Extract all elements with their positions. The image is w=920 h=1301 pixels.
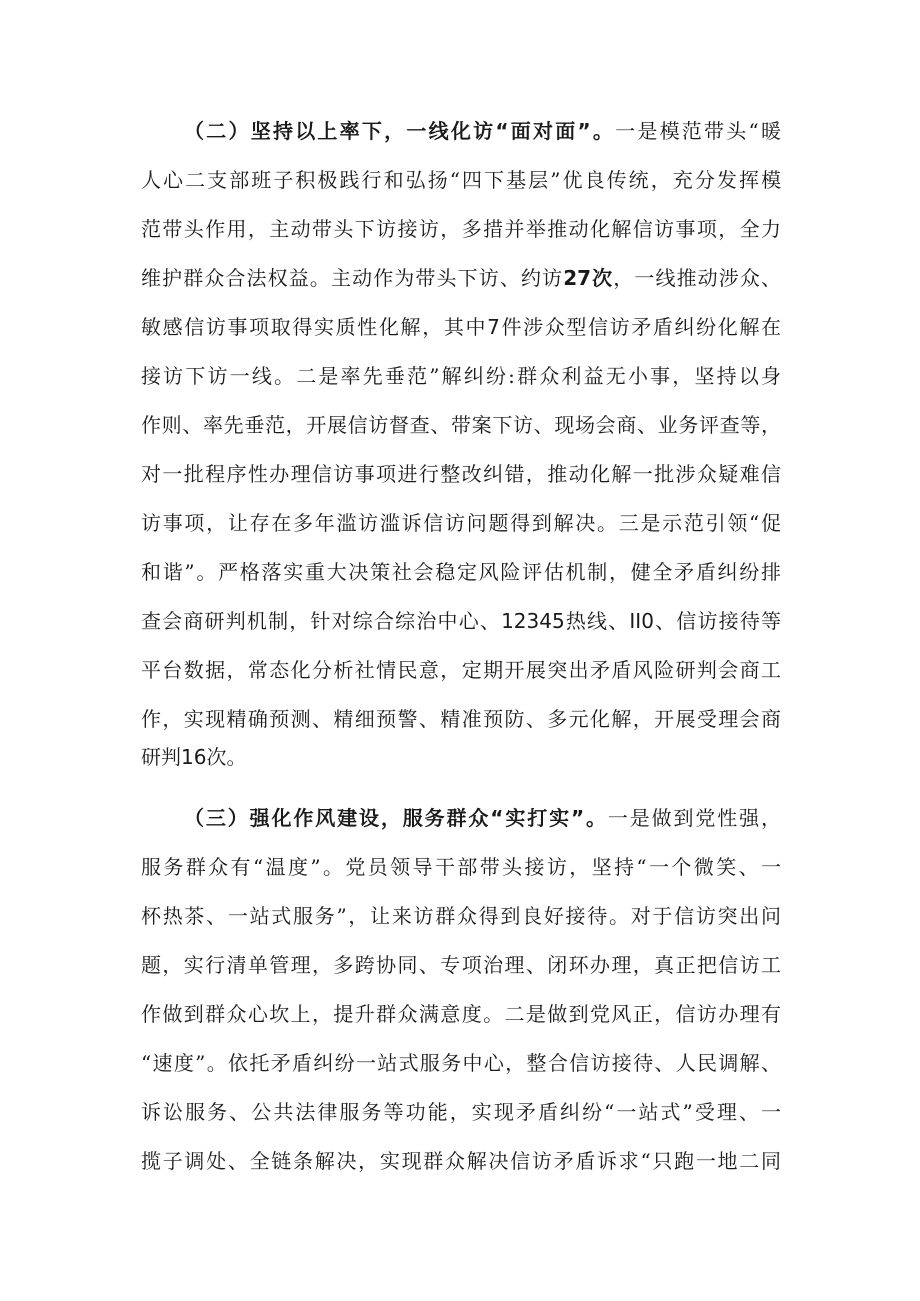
section-2-text: 敏感信访事项取得实质性化解，其中 [141,315,488,339]
section-3-text: 杯热茶、一站式服务”，让来访群众得到良好接待。对于信访突出问 [141,904,781,928]
section-2-text: 人心二支部班子积极践行和弘扬“四下基层”优良传统，充分发挥模 [141,168,781,192]
section-2-text: 件涉众型信访矛盾纠纷化解在 [499,315,782,339]
section-2-text: 维护群众合法权益。主动作为带头下访、约访 [141,266,564,290]
section-2-line-9 [141,499,781,547]
section-3-text: 服务群众有“温度”。党员领导干部带头接访，坚持“一个微笑、一 [141,855,781,879]
section-2-text: 平台数据，常态化分析社情民意，定期开展突出矛盾风险研判会商工 [141,658,781,682]
section-3-text: 诉讼服务、公共法律服务等功能，实现矛盾纠纷“一站式”受理、一 [141,1100,781,1124]
section-2-line-8 [141,450,781,498]
section-3-text: 一是做到党性强， [607,806,782,830]
section-2-count: 7 [487,315,500,339]
section-3-text: “速度”。依托矛盾纠纷一站式服务中心，整合信访接待、人民调解、 [141,1051,781,1075]
section-2-text: 研判 [141,745,181,769]
section-2-line-7 [141,401,781,449]
section-2-line-3 [141,205,781,253]
section-2-text: ，一线推动涉众、 [613,266,782,290]
section-2-line-5 [141,303,781,351]
section-2-text: 热线、 [564,609,630,633]
section-2-text: 一是模范带头“暖 [615,119,781,143]
section-2-line-10 [141,548,781,596]
section-2-code: II0 [629,609,654,633]
section-2-line-4 [141,254,781,302]
section-3-text: 揽子调处、全链条解决，实现群众解决信访矛盾诉求“只跑一地二同 [141,1149,781,1173]
section-2-text: 对一批程序性办理信访事项进行整改纠错，推动化解一批涉众疑难信 [141,462,781,486]
section-3-line-1 [184,794,781,842]
section-3-heading: （三）强化作风建设，服务群众“实打实”。 [184,806,608,830]
section-2-text: 作则、率先垂范，开展信访督查、带案下访、现场会商、业务评查等， [141,413,781,437]
section-2-text: 范带头作用，主动带头下访接访，多措并举推动化解信访事项，全力 [141,217,781,241]
section-2-line-1 [184,107,781,155]
section-2-text: 次。 [206,745,247,769]
section-2-heading: （二）坚持以上率下，一线化访“面对面”。 [184,119,616,143]
section-3-text: 题，实行清单管理，多跨协同、专项治理、闭环办理，真正把信访工 [141,953,781,977]
section-3-text: 作做到群众心坎上，提升群众满意度。二是做到党风正，信访办理有 [141,1002,781,1026]
section-3-line-8 [141,1137,781,1185]
section-2-text: 访事项，让存在多年滥访滥诉信访问题得到解决。三是示范引领“促 [141,511,781,535]
section-2-text: 和谐”。严格落实重大决策社会稳定风险评估机制，健全矛盾纠纷排 [141,560,781,584]
section-2-line-14 [141,733,781,781]
section-2-count: 16 [181,745,207,769]
section-2-text: 作，实现精确预测、精细预警、精准预防、多元化解，开展受理会商 [141,707,781,731]
section-2-text: 接访下访一线。二是率先垂范”解纠纷:群众利益无小事，坚持以身 [141,364,781,388]
section-3-line-3 [141,892,781,940]
section-2-hotline: 12345 [501,609,565,633]
section-2-line-2 [141,156,781,204]
section-3-line-2 [141,843,781,891]
section-2-line-6 [141,352,781,400]
section-2-line-11 [141,597,781,645]
section-3-line-6 [141,1039,781,1087]
section-2-text: 、信访接待等 [653,609,782,633]
section-3-line-7 [141,1088,781,1136]
section-3-line-4 [141,941,781,989]
section-2-count: 27次 [563,266,614,290]
section-2-line-12 [141,646,781,694]
section-3-line-5 [141,990,781,1038]
section-2-text: 查会商研判机制，针对综合综治中心、 [141,609,502,633]
